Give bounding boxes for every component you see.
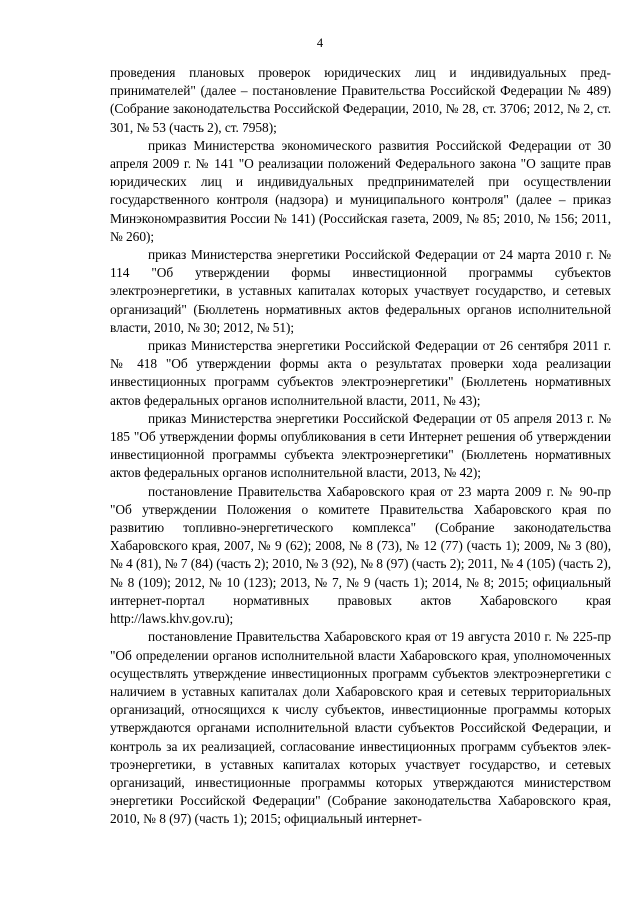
document-body [110, 64, 611, 829]
paragraph-6: постановление Правительства Хабаровского края от 23 марта 2009 г. № 90-пр "Об утверждении Положения о комитете Правительства Хабаровского края по развитию топливно-энергетического комплекса" (Собрание законодательства Хабаровского края, 2007, № 9 (62); 2008, № 8 (73), № 12 (77) (часть 1); 2009, № 3 (80), № 4 (81), № 7 (84) (часть 2); 2010, № 3 (92), № 8 (97) (часть 2); 2011, № 4 (105) (часть 2), № 8 (109); 2012, № 10 (123); 2013, № 7, № 9 (часть 1); 2014, № 8; 2015; официальный интернет-портал нормативных правовых актов Хабаровского края http://laws.khv.gov.ru); [110, 483, 611, 627]
paragraph-5: приказ Министерства энергетики Российской Федерации от 05 апреля 2013 г. № 185 "Об утверждении формы опубликования в сети Интернет решения об утверждении инвестиционной программы субъекта электроэнергетики" (Бюллетень нормативных актов федеральных органов исполнительной власти, 2013, № 42); [110, 410, 611, 481]
paragraph-1: проведения плановых проверок юридических лиц и индивидуальных предпринимателей" (далее – постановление Правительства Российской Федерации № 489) (Собрание законодательства Российской Федерации, 2010, № 28, ст. 3706; 2012, № 2, ст. 301, № 53 (часть 2), ст. 7958); [110, 65, 611, 135]
paragraph-3: приказ Министерства энергетики Российской Федерации от 24 марта 2010 г. № 114 "Об утверждении формы инвестиционной программы субъектов электроэнергетики, в уставных капиталах которых участвует государство, и сетевых организаций" (Бюллетень нормативных актов федеральных органов исполнительной власти, 2010, № 30; 2012, № 51); [110, 247, 611, 335]
paragraph-2: приказ Министерства экономического развития Российской Федерации от 30 апреля 2009 г. № 141 "О реализации положений Федерального закона "О защите прав юридических лиц и индивидуальных предпринимателей при осуществлении государственного контроля (надзора) и муниципального контроля" (далее – приказ Минэкономразвития России № 141) (Российская газета, 2009, № 85; 2010, № 156; 2011, № 260); [110, 137, 611, 244]
paragraph-4: приказ Министерства энергетики Российской Федерации от 26 сентября 2011 г. № 418 "Об утверждении формы акта о результатах проверки хода реализации инвестиционных программ субъектов электроэнергетики" (Бюллетень нормативных актов федеральных органов исполнительной власти, 2011, № 43); [110, 338, 611, 408]
page-number: 4 [316, 36, 324, 50]
paragraph-7: постановление Правительства Хабаровского края от 19 августа 2010 г. № 225-пр "Об определении органов исполнительной власти Хабаровского края, уполномоченных осуществлять утверждение инвестиционных программ субъектов электроэнергетики с наличием в уставных капиталах доли Хабаровского края и сетевых территориальных организаций, относящихся к числу субъектов, инвестиционные программы которых утверждаются органами исполнительной власти субъектов Российской Федерации, и контроль за их реализацией, согласование инвестиционных программ субъектов электроэнергетики, в уставных капиталах которых участвует государство, и сетевых организаций, инвестиционные программы которых утверждаются министерством энергетики Российской Федерации" (Собрание законодательства Хабаровского края, 2010, № 8 (97) (часть 1); 2015; официальный интернет- [110, 629, 611, 827]
